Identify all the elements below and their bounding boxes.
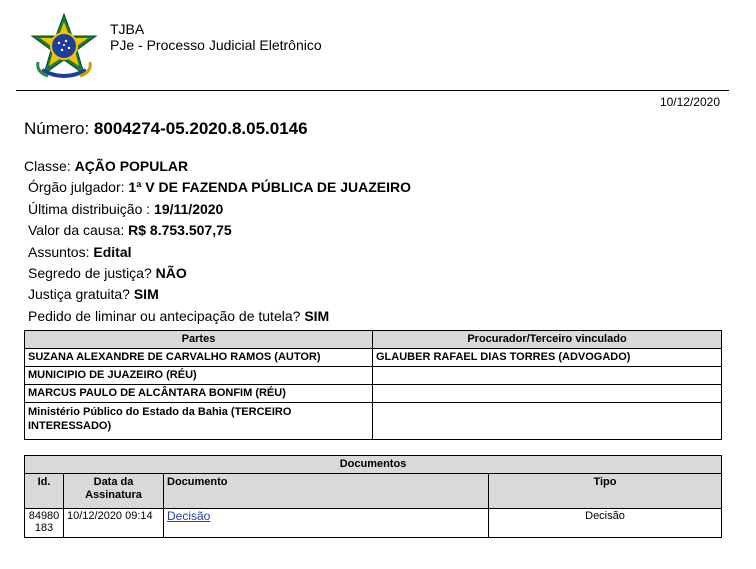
documento-header: Documento — [164, 474, 489, 509]
field-value: 19/11/2020 — [154, 200, 224, 217]
table-row — [25, 403, 722, 440]
documentos-table — [24, 455, 722, 538]
field-label: Classe: — [24, 158, 71, 174]
table-row — [25, 509, 722, 538]
field-valor — [24, 220, 724, 241]
documentos-caption: Documentos — [25, 456, 722, 474]
tipo-cell: Decisão — [489, 509, 722, 538]
field-liminar — [24, 306, 724, 327]
process-fields — [24, 156, 724, 327]
document-header — [0, 0, 756, 92]
process-number-label: Número: — [24, 119, 90, 138]
documentos-caption-row — [25, 456, 722, 474]
procurador-cell — [373, 367, 722, 385]
field-label: Valor da causa: — [28, 222, 125, 239]
process-number — [24, 119, 308, 139]
field-gratuita — [24, 284, 724, 305]
system-name: PJe - Processo Judicial Eletrônico — [110, 37, 322, 53]
field-value: Edital — [93, 243, 132, 260]
field-value: NÃO — [155, 264, 187, 281]
organization-name: TJBA — [110, 21, 145, 37]
field-value: R$ 8.753.507,75 — [128, 222, 232, 239]
table-row — [25, 385, 722, 403]
procurador-cell — [373, 385, 722, 403]
documento-cell — [164, 509, 489, 538]
field-label: Justiça gratuita? — [28, 286, 130, 303]
id-header: Id. — [25, 474, 64, 509]
documento-link[interactable]: Decisão — [167, 509, 211, 523]
table-row — [25, 349, 722, 367]
partes-header-row — [25, 331, 722, 349]
documentos-header-row — [25, 474, 722, 509]
parte-cell: SUZANA ALEXANDRE DE CARVALHO RAMOS (AUTOR) — [25, 349, 373, 367]
parte-cell: MUNICIPIO DE JUAZEIRO (RÉU) — [25, 367, 373, 385]
parte-cell: Ministério Público do Estado da Bahia (TERCEIRO INTERESSADO) — [25, 403, 373, 440]
field-value: 1ª V DE FAZENDA PÚBLICA DE JUAZEIRO — [128, 179, 412, 196]
procurador-header: Procurador/Terceiro vinculado — [373, 331, 722, 349]
id-cell — [25, 509, 64, 538]
field-value: SIM — [304, 307, 330, 324]
partes-header: Partes — [25, 331, 373, 349]
field-label: Pedido de liminar ou antecipação de tutela? — [28, 307, 301, 324]
data-header: Data da Assinatura — [64, 474, 164, 509]
field-value: AÇÃO POPULAR — [74, 158, 189, 174]
data-cell: 10/12/2020 09:14 — [64, 509, 164, 538]
field-distribuicao — [24, 199, 724, 220]
process-number-value: 8004274-05.2020.8.05.0146 — [93, 119, 308, 138]
field-value: SIM — [133, 286, 159, 303]
field-orgao — [24, 177, 724, 198]
table-row — [25, 367, 722, 385]
field-label: Última distribuição : — [28, 200, 151, 217]
id-part: 183 — [34, 522, 54, 534]
id-part: 84980 — [28, 510, 60, 522]
procurador-cell — [373, 403, 722, 440]
brazil-coat-of-arms-icon — [28, 12, 100, 84]
field-label: Assuntos: — [28, 243, 90, 260]
header-divider — [16, 90, 729, 91]
parte-cell: MARCUS PAULO DE ALCÂNTARA BONFIM (RÉU) — [25, 385, 373, 403]
field-segredo — [24, 263, 724, 284]
partes-table — [24, 330, 722, 440]
tipo-header: Tipo — [489, 474, 722, 509]
field-classe — [24, 156, 724, 177]
print-date: 10/12/2020 — [659, 95, 720, 109]
field-label: Segredo de justiça? — [28, 264, 152, 281]
field-assuntos — [24, 242, 724, 263]
procurador-cell: GLAUBER RAFAEL DIAS TORRES (ADVOGADO) — [373, 349, 722, 367]
field-label: Órgão julgador: — [28, 179, 125, 196]
